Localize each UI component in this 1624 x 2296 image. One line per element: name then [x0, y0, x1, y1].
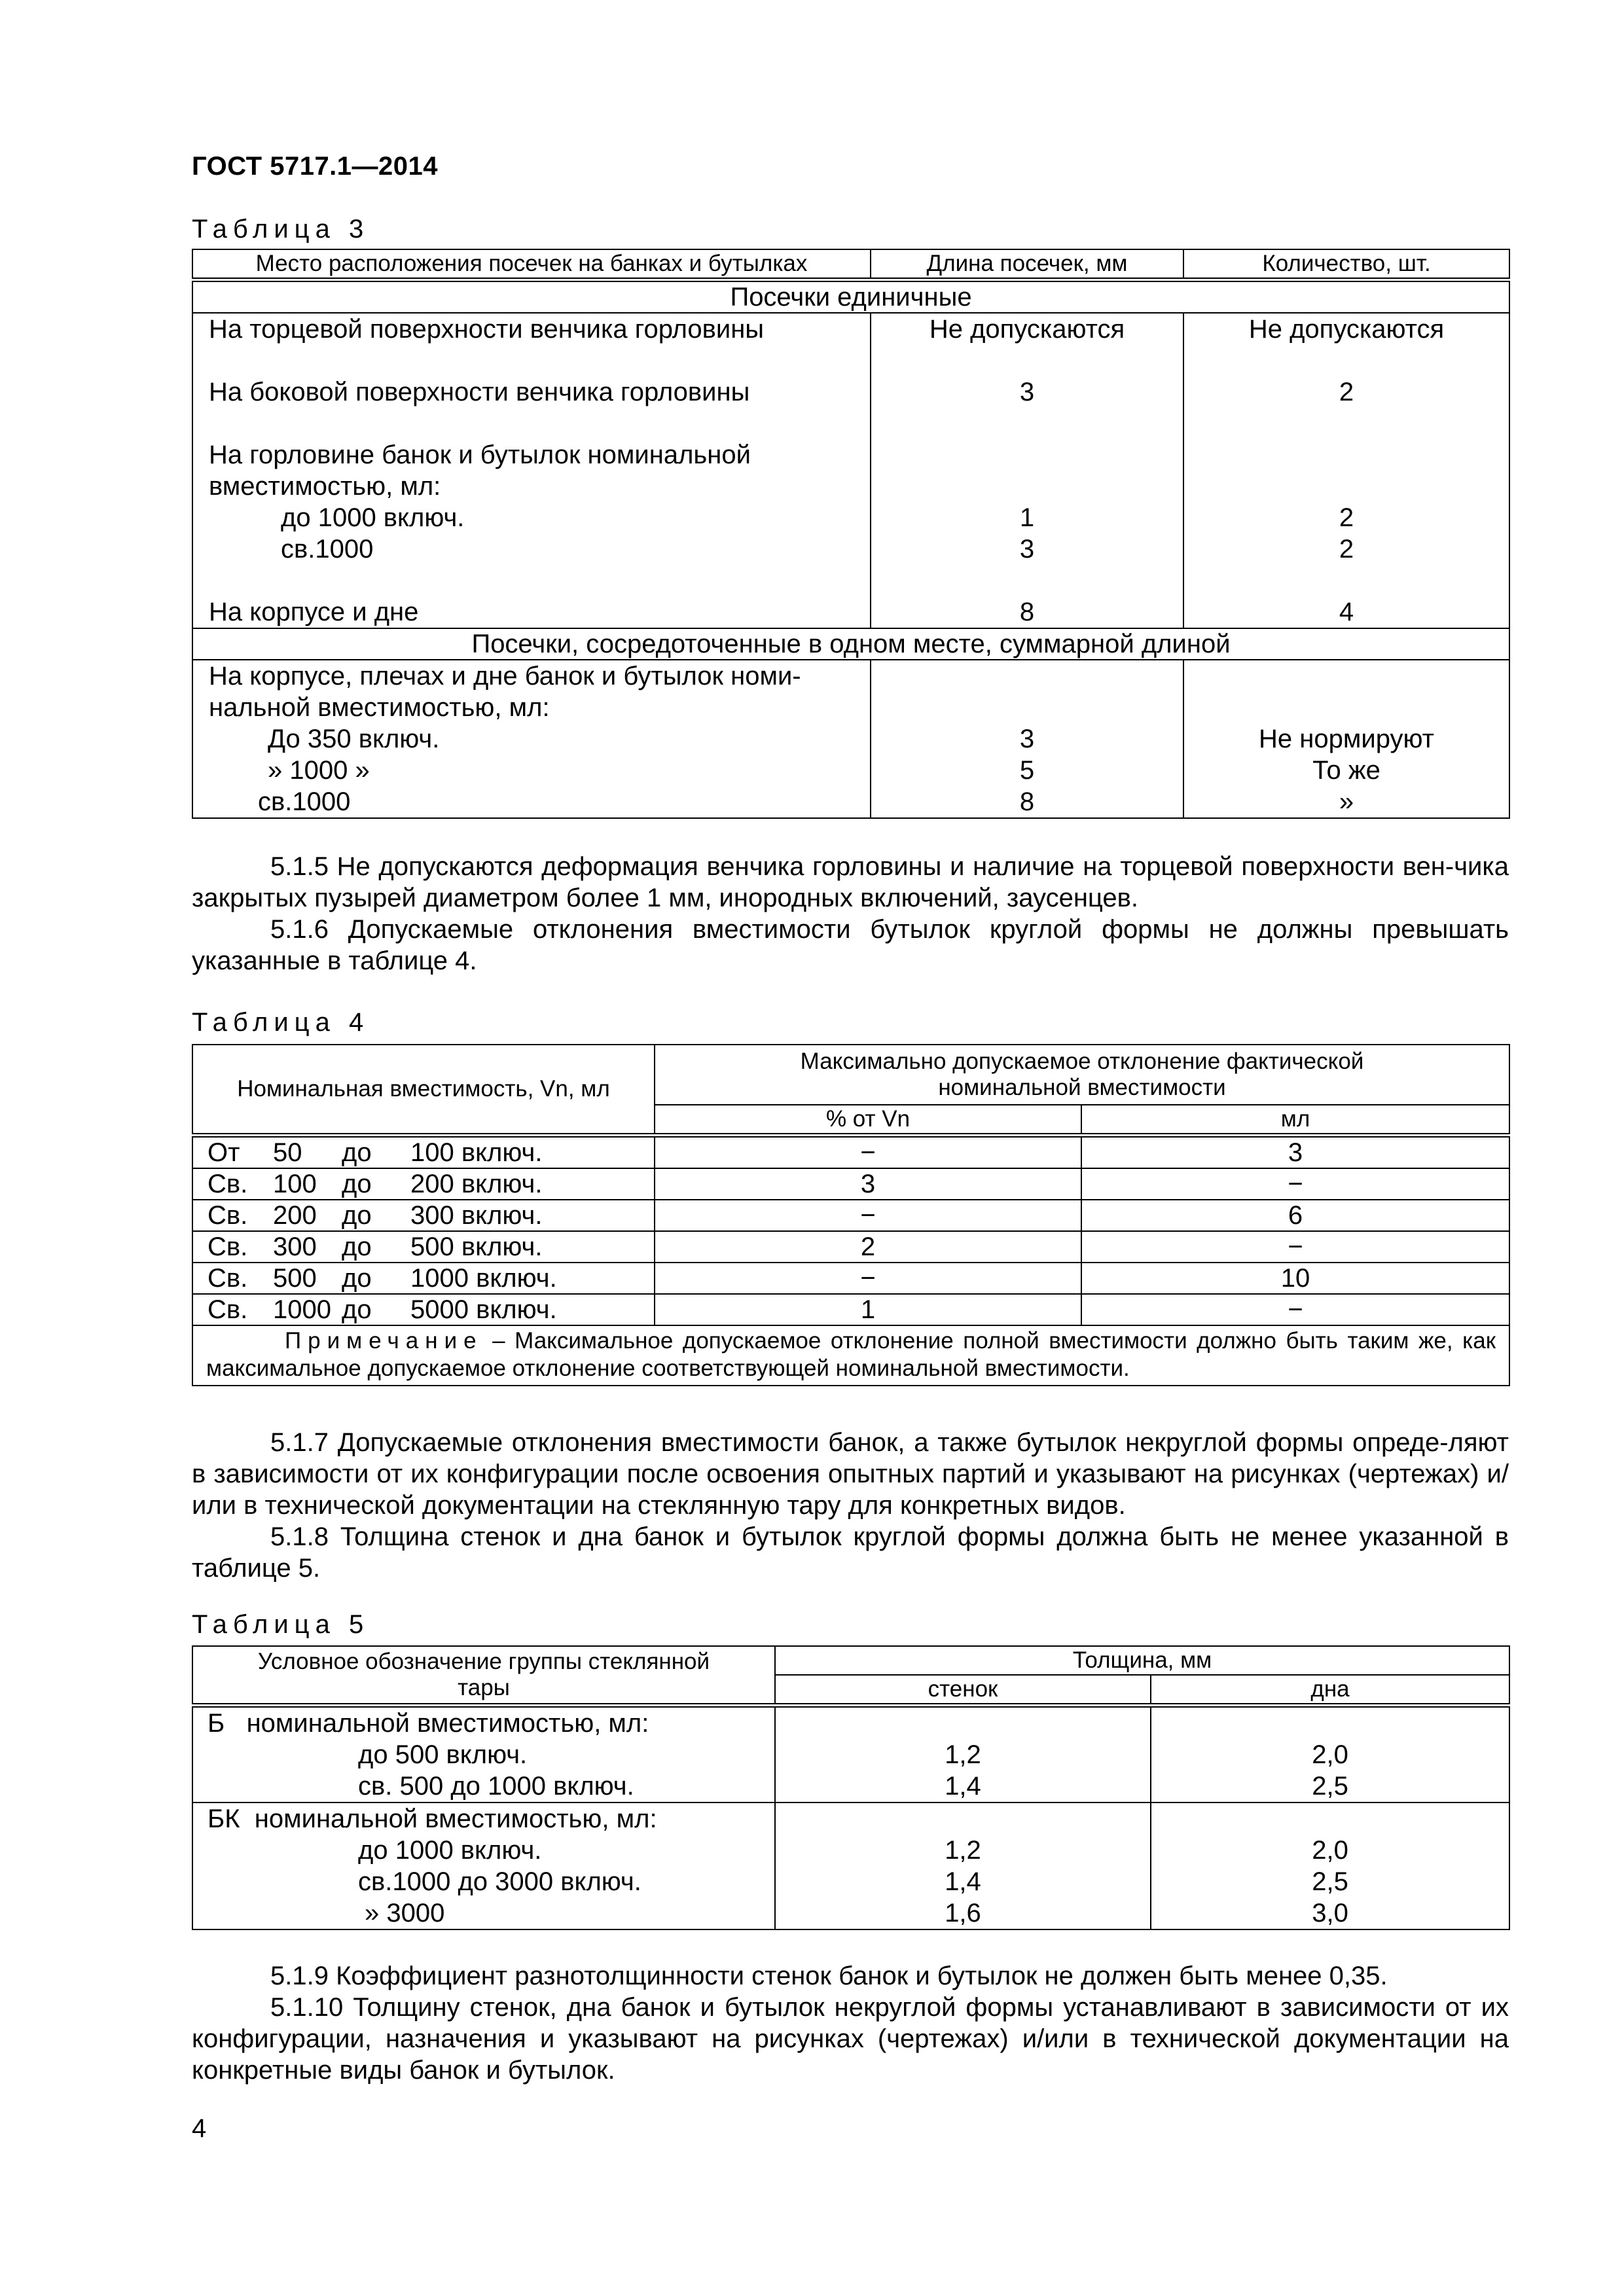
table5-bottom-value: 2,5 — [1312, 1772, 1348, 1801]
table5-row-text: до 500 включ. — [358, 1740, 528, 1769]
table3-row-text: На торцевой поверхности венчика горловины — [209, 315, 765, 344]
table3-count-value: 2 — [1339, 503, 1354, 532]
table-row — [192, 1231, 1509, 1263]
table5-walls-value: 1,4 — [945, 1772, 981, 1801]
page-number: 4 — [192, 2114, 207, 2143]
table4-note-row — [192, 1325, 1509, 1386]
table4-percent-cell: 1 — [655, 1294, 1081, 1325]
table4-percent-cell: − — [655, 1136, 1081, 1169]
table5-header-walls: стенок — [775, 1675, 1151, 1706]
table4-note — [192, 1325, 1509, 1386]
table3-count-value: 2 — [1339, 378, 1354, 406]
table5-row-text: » 3000 — [365, 1899, 445, 1928]
table4-ml-cell: − — [1081, 1168, 1509, 1200]
table3-row-text: св.1000 — [258, 787, 351, 816]
table4-ml-cell: 10 — [1081, 1263, 1509, 1294]
table4-percent-cell: 2 — [655, 1231, 1081, 1263]
table3-length-value: 8 — [1019, 598, 1035, 626]
table3-row-text: св.1000 — [281, 535, 374, 564]
table4-header-row — [192, 1045, 1509, 1105]
table3-caption: Таблица 3 — [192, 215, 370, 243]
table5-header-row — [192, 1646, 1509, 1675]
table5-row-text: до 1000 включ. — [358, 1836, 542, 1865]
table3-length-value: 3 — [1019, 725, 1035, 753]
table5-walls-value: 1,2 — [945, 1740, 981, 1769]
table4-range-cell: Св. 200 до 300 включ. — [192, 1200, 655, 1231]
table-row — [192, 1136, 1509, 1169]
table3-length-value: 3 — [1019, 535, 1035, 564]
table4-header-line: Максимально допускаемое отклонение фактической — [800, 1049, 1364, 1074]
table5-caption: Таблица 5 — [192, 1610, 370, 1639]
table3-row-text: На корпусе, плечах и дне банок и бутылок номи- — [209, 662, 801, 691]
table3-count-value: 2 — [1339, 535, 1354, 564]
table5-walls-cell — [775, 1706, 1151, 1803]
table3-count-cell — [1183, 313, 1509, 628]
table5-row-text: БК номинальной вместимостью, мл: — [208, 1804, 657, 1833]
table4-header-deviation — [655, 1045, 1509, 1105]
paragraph-5-1-10 — [192, 1992, 1509, 2086]
table4-range-cell: Св. 300 до 500 включ. — [192, 1231, 655, 1263]
table3-count-value: Не нормируют — [1259, 725, 1434, 753]
paragraph-text: 5.1.5 Не допускаются деформация венчика горловины и наличие на торцевой поверхности вен-чика закрытых пузырей диаметром более 1 мм, инородных включений, заусенцев. — [192, 852, 1509, 912]
table3-section-row — [192, 280, 1509, 314]
table5-row-text: Б номинальной вместимостью, мл: — [208, 1709, 649, 1738]
table3-count-value: 4 — [1339, 598, 1354, 626]
table3-row-text: На горловине банок и бутылок номинальной — [209, 440, 751, 469]
table5-header-group — [192, 1646, 775, 1706]
table-row — [192, 1263, 1509, 1294]
table5-header-bottom: дна — [1151, 1675, 1509, 1706]
table4-ml-cell: 6 — [1081, 1200, 1509, 1231]
table5-header-line: Условное обозначение группы стеклянной — [257, 1649, 710, 1674]
table5-bottom-cell — [1151, 1803, 1509, 1929]
table5-row-text: св.1000 до 3000 включ. — [358, 1867, 641, 1896]
table4-ml-cell: − — [1081, 1231, 1509, 1263]
table3-row-text: На боковой поверхности венчика горловины — [209, 378, 750, 406]
table-row — [192, 1168, 1509, 1200]
paragraph-text: 5.1.6 Допускаемые отклонения вместимости бутылок круглой формы не должны превышать указанные в таблице 4. — [192, 915, 1509, 975]
table3-count-cell — [1183, 660, 1509, 818]
table4-ml-cell: − — [1081, 1294, 1509, 1325]
table5-bottom-value: 2,0 — [1312, 1836, 1348, 1865]
paragraph-5-1-8 — [192, 1521, 1509, 1584]
table5-group-cell — [192, 1706, 775, 1803]
table3-place-cell — [192, 660, 871, 818]
table4-range-cell: Св. 100 до 200 включ. — [192, 1168, 655, 1200]
table3-length-value: 5 — [1019, 756, 1035, 785]
note-text: – Максимальное допускаемое отклонение полной вместимости должно быть таким же, как максимальное допускаемое отклонение соответствующей номинальной вместимости. — [206, 1328, 1496, 1381]
table3-header-place: Место расположения посечек на банках и бутылках — [192, 249, 871, 280]
table3-length-cell — [871, 313, 1183, 628]
table3-length-value: Не допускаются — [929, 315, 1125, 344]
table-row — [192, 1200, 1509, 1231]
table4-range-cell: Св. 500 до 1000 включ. — [192, 1263, 655, 1294]
table3-section-concentrated: Посечки, сосредоточенные в одном месте, суммарной длиной — [192, 628, 1509, 660]
table5-group-bk — [192, 1803, 1509, 1929]
table5-header-line: тары — [458, 1675, 510, 1700]
table4-percent-cell: − — [655, 1263, 1081, 1294]
table5-walls-value: 1,4 — [945, 1867, 981, 1896]
table3-section-single: Посечки единичные — [192, 280, 1509, 314]
table5-row-text: св. 500 до 1000 включ. — [358, 1772, 634, 1801]
table3-count-value: То же — [1312, 756, 1380, 785]
table4-header-ml: мл — [1081, 1105, 1509, 1136]
table4-caption: Таблица 4 — [192, 1008, 370, 1037]
table5-bottom-value: 2,5 — [1312, 1867, 1348, 1896]
table-5 — [192, 1645, 1510, 1930]
table4-percent-cell: − — [655, 1200, 1081, 1231]
paragraph-text: 5.1.7 Допускаемые отклонения вместимости банок, а также бутылок некруглой формы опреде-ляют в зависимости от их конфигурации после освоения опытных партий и указывают на рисунках (чертежах) и/или в технической документации на стеклянную тару для конкретных видов. — [192, 1428, 1509, 1520]
table5-walls-value: 1,2 — [945, 1836, 981, 1865]
table5-group-b — [192, 1706, 1509, 1803]
table3-count-value: Не допускаются — [1248, 315, 1445, 344]
table3-row-text: нальной вместимостью, мл: — [209, 693, 550, 722]
table4-percent-cell: 3 — [655, 1168, 1081, 1200]
table-row — [192, 1294, 1509, 1325]
table3-group-single — [192, 313, 1509, 628]
table3-length-value: 3 — [1019, 378, 1035, 406]
table3-header-length: Длина посечек, мм — [871, 249, 1183, 280]
table3-count-value: » — [1339, 787, 1354, 816]
table5-bottom-value: 2,0 — [1312, 1740, 1348, 1769]
table3-header-row — [192, 249, 1509, 280]
table3-row-text: до 1000 включ. — [281, 503, 465, 532]
table4-ml-cell: 3 — [1081, 1136, 1509, 1169]
table5-header-thickness: Толщина, мм — [775, 1646, 1509, 1675]
table5-bottom-value: 3,0 — [1312, 1899, 1348, 1928]
table4-header-line: номинальной вместимости — [938, 1075, 1226, 1100]
table3-group-concentrated — [192, 660, 1509, 818]
paragraph-5-1-9 — [192, 1960, 1509, 1992]
table5-bottom-cell — [1151, 1706, 1509, 1803]
table4-header-percent: % от Vn — [655, 1105, 1081, 1136]
note-label: Примечание — [285, 1328, 483, 1354]
table3-row-text: На корпусе и дне — [209, 598, 419, 626]
table5-walls-value: 1,6 — [945, 1899, 981, 1928]
table-3 — [192, 249, 1510, 819]
table4-range-cell: От 50 до 100 включ. — [192, 1136, 655, 1169]
table4-header-nominal: Номинальная вместимость, Vn, мл — [192, 1045, 655, 1136]
paragraph-5-1-6 — [192, 914, 1509, 977]
doc-header: ГОСТ 5717.1—2014 — [192, 152, 439, 181]
table3-place-cell — [192, 313, 871, 628]
table-4 — [192, 1044, 1510, 1386]
table3-section-row — [192, 628, 1509, 660]
table3-header-count: Количество, шт. — [1183, 249, 1509, 280]
table3-row-text: До 350 включ. — [268, 725, 440, 753]
table4-range-cell: Св. 1000 до 5000 включ. — [192, 1294, 655, 1325]
table3-length-cell — [871, 660, 1183, 818]
paragraph-text: 5.1.8 Толщина стенок и дна банок и бутылок круглой формы должна быть не менее указанной в таблице 5. — [192, 1522, 1509, 1583]
table5-walls-cell — [775, 1803, 1151, 1929]
paragraph-text: 5.1.9 Коэффициент разнотолщинности стенок банок и бутылок не должен быть менее 0,35. — [270, 1962, 1388, 1990]
table5-group-cell — [192, 1803, 775, 1929]
table3-length-value: 8 — [1019, 787, 1035, 816]
table3-row-text: » 1000 » — [268, 756, 370, 785]
paragraph-5-1-5 — [192, 851, 1509, 914]
paragraph-5-1-7 — [192, 1427, 1509, 1521]
table3-row-text: вместимостью, мл: — [209, 472, 441, 501]
table3-length-value: 1 — [1019, 503, 1035, 532]
paragraph-text: 5.1.10 Толщину стенок, дна банок и бутылок некруглой формы устанавливают в зависимости от их конфигурации, назначения и указывают на рисунках (чертежах) и/или в технической документации на конкретные виды банок и бутылок. — [192, 1993, 1509, 2085]
